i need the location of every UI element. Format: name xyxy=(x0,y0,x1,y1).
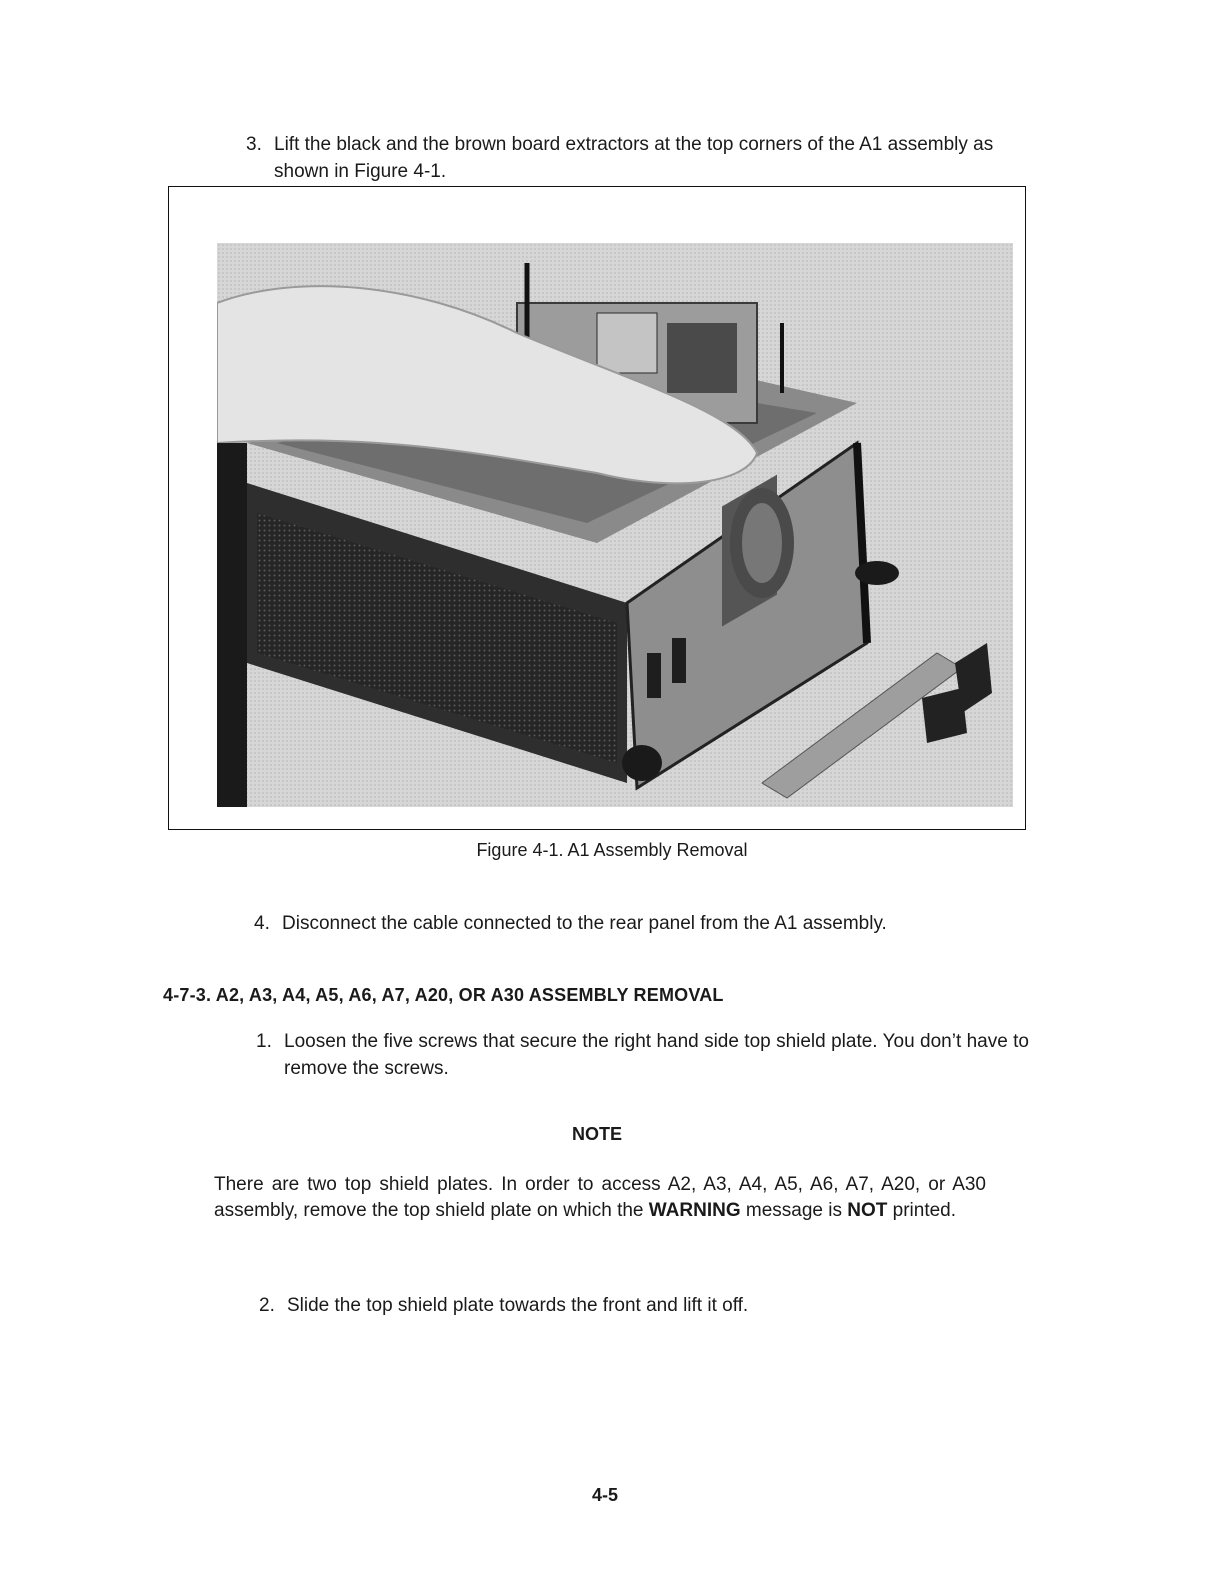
step-number: 3. xyxy=(246,134,262,155)
note-text: There are two top shield plates. In order to access A2, A3, A4, A5, A6, A7, A20, or A30 assembly, remove the top shield plate on which the xyxy=(214,1174,986,1221)
note-text: message is xyxy=(740,1200,848,1221)
note-body xyxy=(214,1172,986,1224)
figure-photo xyxy=(217,243,1013,807)
step-number: 1. xyxy=(256,1031,272,1052)
step-3 xyxy=(246,131,1026,185)
figure-caption: Figure 4-1. A1 Assembly Removal xyxy=(476,840,748,860)
note-title: NOTE xyxy=(571,1124,622,1144)
step-text: Lift the black and the brown board extractors at the top corners of the A1 assembly as shown in Figure 4-1. xyxy=(274,134,994,182)
page-number: 4-5 xyxy=(591,1485,618,1505)
note-text: printed. xyxy=(887,1200,957,1221)
step-4 xyxy=(254,910,1026,937)
step-text: Loosen the five screws that secure the right hand side top shield plate. You don’t have to remove the screws. xyxy=(284,1031,1029,1079)
note-warning-word: WARNING xyxy=(648,1200,741,1221)
step-number: 4. xyxy=(254,913,270,934)
instrument-photo-illustration xyxy=(217,243,1013,807)
section-heading: 4-7-3. A2, A3, A4, A5, A6, A7, A20, OR A30 ASSEMBLY REMOVAL xyxy=(163,985,724,1005)
step-text: Disconnect the cable connected to the rear panel from the A1 assembly. xyxy=(282,913,887,934)
figure-frame xyxy=(168,186,1026,830)
step-number: 2. xyxy=(259,1295,275,1316)
note-not-word: NOT xyxy=(847,1200,888,1221)
section-step-1 xyxy=(256,1028,1029,1082)
step-text: Slide the top shield plate towards the front and lift it off. xyxy=(287,1295,749,1316)
section-step-2 xyxy=(259,1292,1027,1319)
